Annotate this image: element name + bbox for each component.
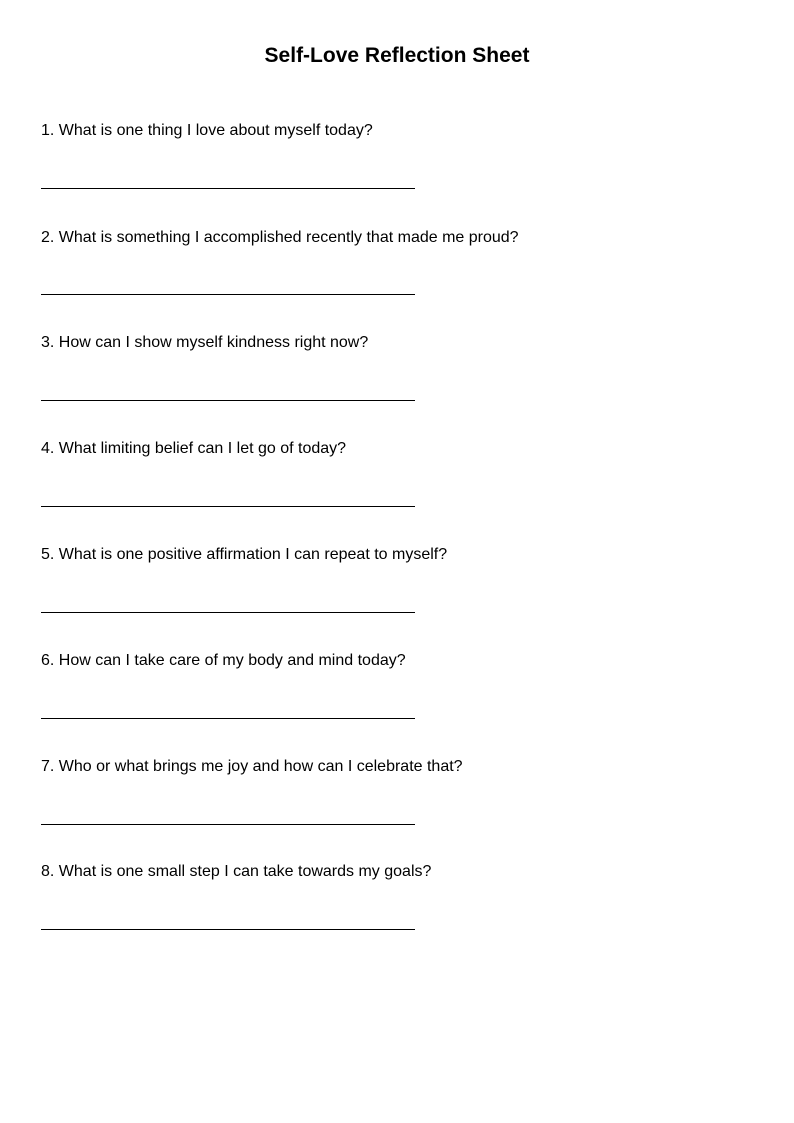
question-1-answer-line[interactable] [41, 188, 415, 189]
question-2-answer-line[interactable] [41, 294, 415, 295]
question-1-text: 1. What is one thing I love about myself today? [41, 122, 373, 139]
question-6-text: 6. How can I take care of my body and mind today? [41, 652, 406, 669]
question-2-text: 2. What is something I accomplished recently that made me proud? [41, 229, 519, 246]
question-7-answer-line[interactable] [41, 824, 415, 825]
question-5-answer-line[interactable] [41, 612, 415, 613]
question-3-text: 3. How can I show myself kindness right now? [41, 334, 369, 351]
question-3-answer-line[interactable] [41, 400, 415, 401]
question-6-answer-line[interactable] [41, 718, 415, 719]
question-5-text: 5. What is one positive affirmation I can repeat to myself? [41, 546, 448, 563]
question-4-answer-line[interactable] [41, 506, 415, 507]
question-7-text: 7. Who or what brings me joy and how can I celebrate that? [41, 758, 463, 775]
question-8-text: 8. What is one small step I can take towards my goals? [41, 863, 432, 880]
page-title: Self-Love Reflection Sheet [264, 44, 530, 67]
question-4-text: 4. What limiting belief can I let go of today? [41, 440, 347, 457]
question-8-answer-line[interactable] [41, 929, 415, 930]
